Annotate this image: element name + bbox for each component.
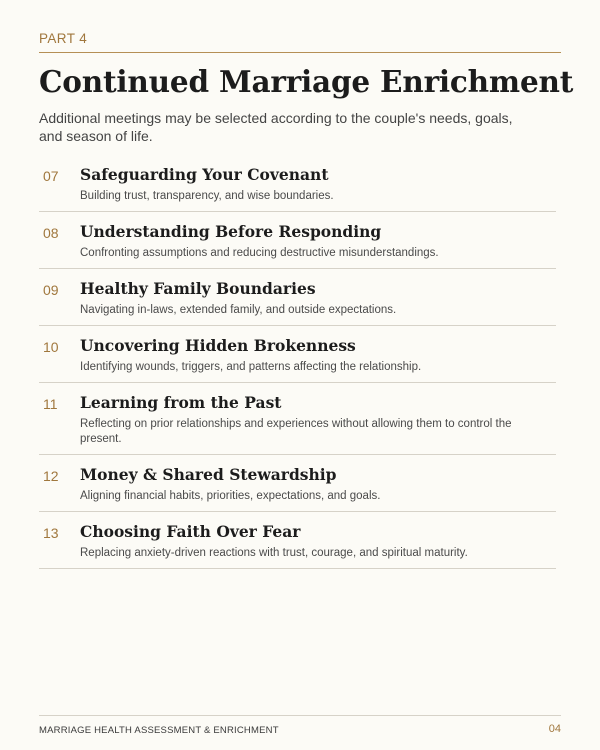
item-number: 07 [43,168,59,184]
item-description: Confronting assumptions and reducing destructive misunderstandings. [80,247,439,259]
list-item [39,520,556,569]
part-label: PART 4 [39,31,88,46]
item-title: Money & Shared Stewardship [80,465,337,484]
intro-text: Additional meetings may be selected according to the couple's needs, goals, and season of life. [39,110,513,144]
item-title: Learning from the Past [80,393,282,412]
list-item [39,163,556,212]
list-item [39,391,556,455]
item-title: Choosing Faith Over Fear [80,522,301,541]
list-item [39,463,556,512]
page-number: 04 [548,723,561,735]
item-number: 09 [43,282,59,298]
document-page [39,0,574,750]
page-title: Continued Marriage Enrichment [39,64,574,99]
item-number: 13 [43,525,59,541]
item-description: Aligning financial habits, priorities, expectations, and goals. [80,490,381,502]
item-title: Healthy Family Boundaries [80,279,316,298]
item-number: 08 [43,225,59,241]
list-item [39,277,556,326]
list-item [39,334,556,383]
footer-title: MARRIAGE HEALTH ASSESSMENT & ENRICHMENT [39,725,279,736]
item-title: Uncovering Hidden Brokenness [80,336,356,355]
item-description: Replacing anxiety-driven reactions with trust, courage, and spiritual maturity. [80,547,468,559]
meeting-list [39,163,556,577]
list-item [39,220,556,269]
item-description: Identifying wounds, triggers, and patterns affecting the relationship. [80,361,422,373]
item-number: 11 [43,396,58,412]
item-description: Building trust, transparency, and wise boundaries. [80,190,334,202]
item-title: Safeguarding Your Covenant [80,165,329,184]
item-title: Understanding Before Responding [80,222,382,241]
footer-divider [39,715,561,716]
item-number: 10 [43,339,59,355]
item-description: Reflecting on prior relationships and experiences without allowing them to control the present. [80,418,512,445]
header-divider [39,52,561,53]
item-description: Navigating in-laws, extended family, and outside expectations. [80,304,397,316]
item-number: 12 [43,468,59,484]
